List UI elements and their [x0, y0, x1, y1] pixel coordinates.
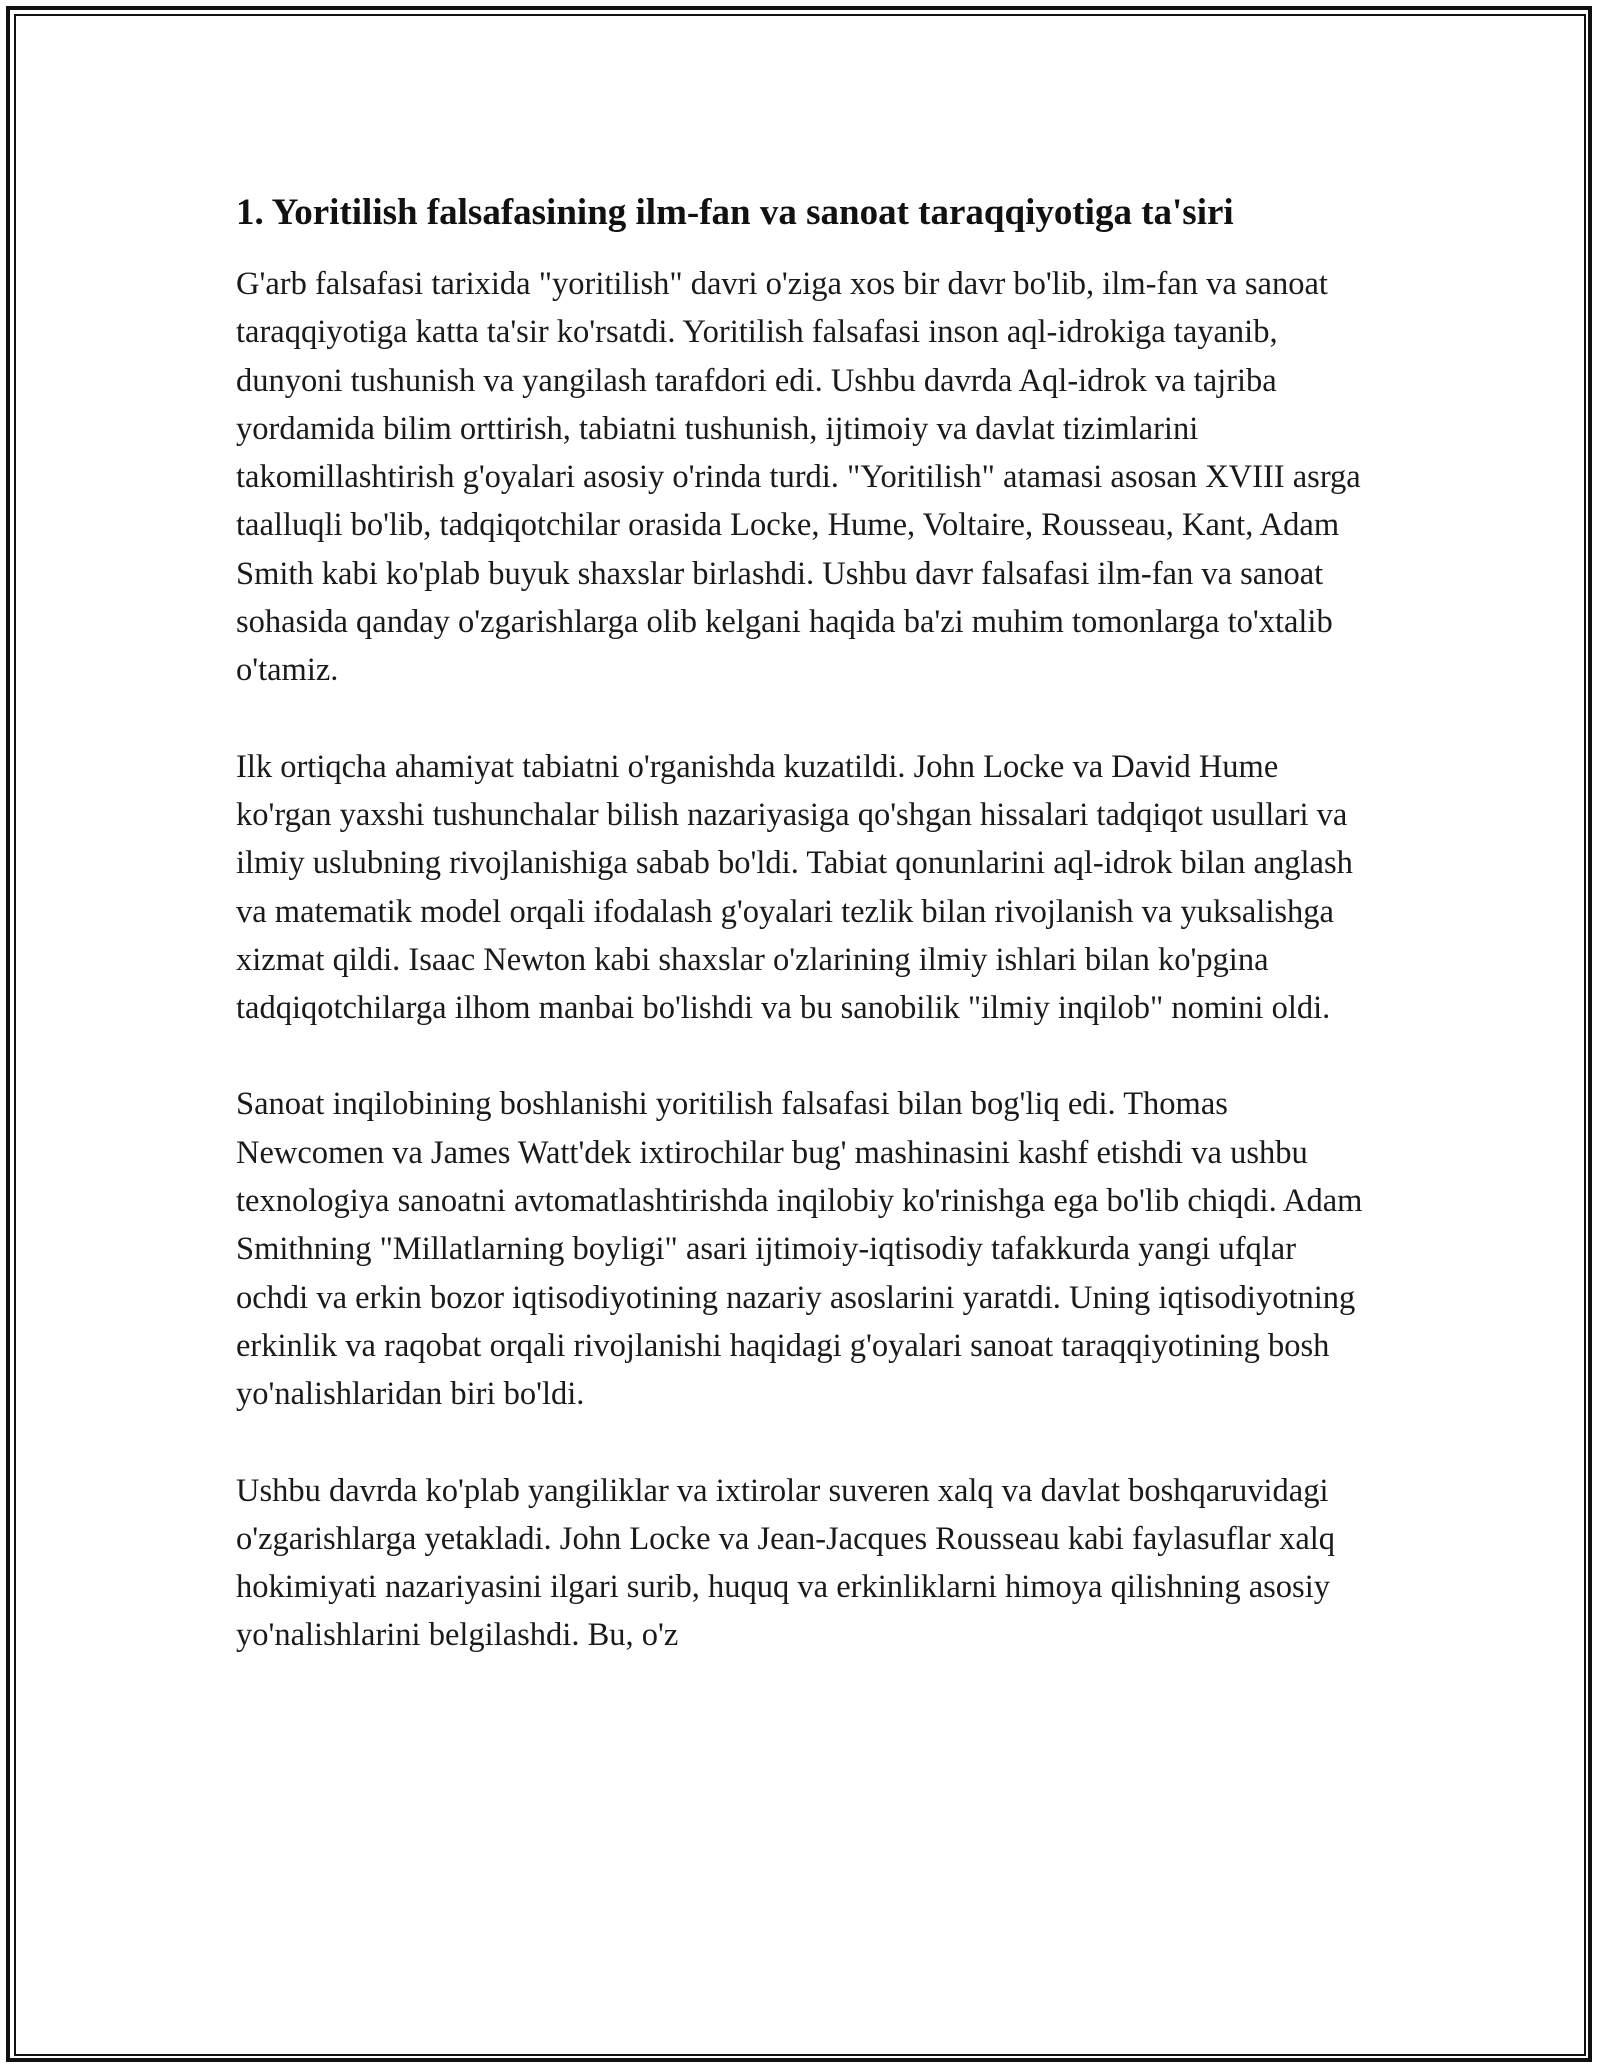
section-heading: 1. Yoritilish falsafasining ilm-fan va sanoat taraqqiyotiga ta'siri	[236, 192, 1234, 233]
paragraph-1: G'arb falsafasi tarixida "yoritilish" davri o'ziga xos bir davr bo'lib, ilm-fan va sanoat taraqqiyotiga katta ta'sir ko'rsatdi. Yoritilish falsafasi inson aql-idrokiga tayanib, dunyoni tushunish va yangilash tarafdori edi. Ushbu davrda Aql-idrok va tajriba yordamida bilim orttirish, tabiatni tushunish, ijtimoiy va davlat tizimlarini takomillashtirish g'oyalari asosiy o'rinda turdi. "Yoritilish" atamasi asosan XVIII asrga taalluqli bo'lib, tadqiqotchilar orasida Locke, Hume, Voltaire, Rousseau, Kant, Adam Smith kabi ko'plab buyuk shaxslar birlashdi. Ushbu davr falsafasi ilm-fan va sanoat sohasida qanday o'zgarishlarga olib kelgani haqida ba'zi muhim tomonlarga to'xtalib o'tamiz.	[236, 266, 1361, 689]
paragraph-3: Sanoat inqilobining boshlanishi yoritilish falsafasi bilan bog'liq edi. Thomas Newcomen va James Watt'dek ixtirochilar bug' mashinasini kashf etishdi va ushbu texnologiya sanoatni avtomatlashtirishda inqilobiy ko'rinishga ega bo'lib chiqdi. Adam Smithning "Millatlarning boyligi" asari ijtimoiy-iqtisodiy tafakkurda yangi ufqlar ochdi va erkin bozor iqtisodiyotining nazariy asoslarini yaratdi. Uning iqtisodiyotning erkinlik va raqobat orqali rivojlanishi haqidagi g'oyalari sanoat taraqqiyotining bosh yo'nalishlaridan biri bo'ldi.	[236, 1086, 1363, 1413]
paragraph-2: Ilk ortiqcha ahamiyat tabiatni o'rganishda kuzatildi. John Locke va David Hume ko'rgan yaxshi tushunchalar bilish nazariyasiga qo'shgan hissalari tadqiqot usullari va ilmiy uslubning rivojlanishiga sabab bo'ldi. Tabiat qonunlarini aql-idrok bilan anglash va matematik model orqali ifodalash g'oyalari tezlik bilan rivojlanish va yuksalishga xizmat qildi. Isaac Newton kabi shaxslar o'zlarining ilmiy ishlari bilan ko'pgina tadqiqotchilarga ilhom manbai bo'lishdi va bu sanobilik "ilmiy inqilob" nomini oldi.	[236, 748, 1353, 1027]
document-body	[236, 185, 1376, 1708]
paragraph-4: Ushbu davrda ko'plab yangiliklar va ixtirolar suveren xalq va davlat boshqaruvidagi o'zgarishlarga yetakladi. John Locke va Jean-Jacques Rousseau kabi faylasuflar xalq hokimiyati nazariyasini ilgari surib, huquq va erkinliklarni himoya qilishning asosiy yo'nalishlarini belgilashdi. Bu, o'z	[236, 1472, 1336, 1654]
